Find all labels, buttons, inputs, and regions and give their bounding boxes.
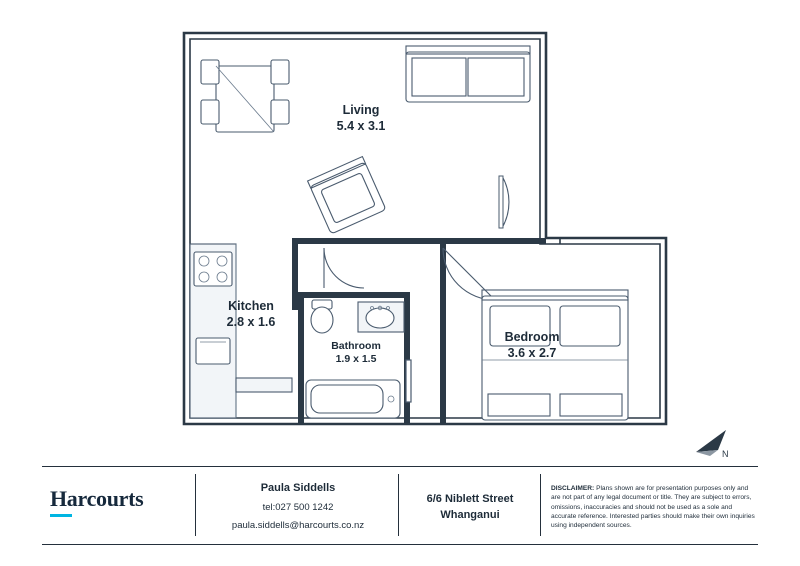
room-dims-kitchen: 2.8 x 1.6: [226, 314, 276, 329]
footer-divider-bottom: [42, 544, 758, 545]
agent-email: paula.siddells@harcourts.co.nz: [231, 520, 365, 531]
address-line-2: Whanganui: [440, 508, 500, 521]
room-label-bathroom: [311, 340, 401, 366]
room-name-bedroom: Bedroom: [504, 330, 560, 344]
living-furniture: [201, 46, 530, 234]
room-label-bedroom: [472, 330, 592, 361]
disclaimer-text: [551, 484, 756, 531]
agent-details: [200, 482, 396, 538]
room-label-kitchen: [196, 299, 306, 330]
room-name-bathroom: Bathroom: [331, 340, 381, 352]
room-dims-bathroom: 1.9 x 1.5: [335, 353, 377, 366]
footer-divider-1: [195, 474, 196, 536]
compass-north-icon: [692, 426, 734, 460]
kitchen-fixtures: [190, 244, 292, 418]
room-name-kitchen: Kitchen: [228, 299, 274, 313]
svg-text:N: N: [722, 449, 729, 459]
room-dims-living: 5.4 x 3.1: [336, 118, 386, 133]
room-dims-bedroom: 3.6 x 2.7: [507, 345, 557, 360]
footer-divider-2: [398, 474, 399, 536]
disclaimer-label: DISCLAIMER:: [551, 485, 595, 492]
room-name-living: Living: [342, 103, 380, 117]
property-address: [400, 492, 540, 524]
agent-name: Paula Siddells: [260, 482, 336, 494]
room-label-living: [306, 103, 416, 134]
footer-divider-top: [42, 466, 758, 467]
brand-name: Harcourts: [50, 486, 144, 511]
address-line-1: 6/6 Niblett Street: [426, 493, 514, 505]
brand-accent-bar: [50, 514, 72, 517]
brand-logo: [50, 486, 190, 517]
disclaimer-body: Plans shown are for presentation purposes only and are not part of any legal document or title. They are subject to errors, omissions, inaccuracies and should not be used as a sole and accurate reference. Interested parties should make their own inquiries using independent sources.: [551, 485, 755, 530]
footer: [0, 466, 800, 566]
agent-phone: tel:027 500 1242: [262, 502, 334, 513]
footer-divider-3: [540, 474, 541, 536]
